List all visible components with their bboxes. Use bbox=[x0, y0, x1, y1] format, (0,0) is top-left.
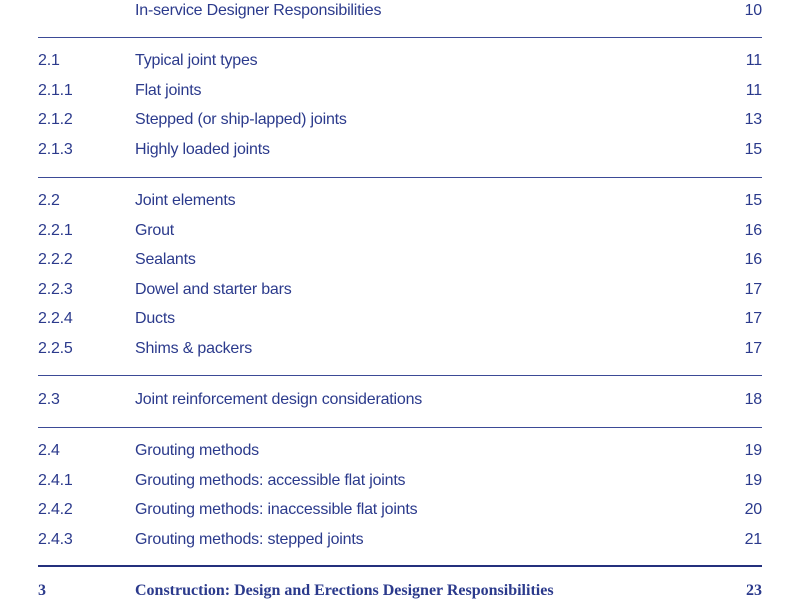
toc-entry-title: Flat joints bbox=[135, 81, 202, 99]
toc-entry-title: Dowel and starter bars bbox=[135, 280, 292, 298]
toc-chapter-page: 23 bbox=[746, 582, 762, 599]
toc-entry-title: Shims & packers bbox=[135, 339, 253, 357]
toc-entry-page: 17 bbox=[744, 280, 762, 298]
toc-entry[interactable] bbox=[38, 245, 762, 275]
toc-entry-title: Joint reinforcement design considerations bbox=[135, 391, 423, 408]
toc-entry[interactable] bbox=[38, 46, 762, 76]
toc-entry-title: Grout bbox=[135, 221, 175, 239]
toc-entry-number: 2.2.2 bbox=[38, 251, 73, 268]
toc-entry-title: Stepped (or ship-lapped) joints bbox=[135, 111, 347, 128]
toc-section bbox=[38, 186, 762, 363]
toc-entry-page: 17 bbox=[744, 339, 762, 357]
section-divider bbox=[38, 427, 762, 428]
toc-entry[interactable] bbox=[38, 0, 762, 26]
toc-entry[interactable] bbox=[38, 76, 762, 106]
toc-entry-number: 2.3 bbox=[38, 391, 60, 408]
toc-entry-number: 2.4.2 bbox=[38, 501, 73, 518]
toc-entry[interactable] bbox=[38, 436, 762, 466]
toc-entry-number: 2.4.1 bbox=[38, 471, 73, 489]
section-divider bbox=[38, 177, 762, 178]
section-divider bbox=[38, 375, 762, 376]
toc-entry[interactable] bbox=[38, 334, 762, 364]
toc-entry-page: 19 bbox=[744, 442, 762, 459]
toc-entry-title: Ducts bbox=[135, 310, 175, 327]
toc-entry-title: Grouting methods: accessible flat joints bbox=[135, 471, 406, 489]
toc-entry-page: 21 bbox=[744, 530, 762, 548]
toc-entry-page: 10 bbox=[744, 2, 762, 19]
toc-entry-title: Typical joint types bbox=[135, 52, 258, 69]
toc-entry[interactable] bbox=[38, 135, 762, 165]
toc-entry-page: 15 bbox=[744, 192, 762, 209]
section-divider bbox=[38, 37, 762, 38]
toc-entry-page: 13 bbox=[744, 111, 762, 128]
toc-entry[interactable] bbox=[38, 186, 762, 216]
toc-entry-title: Sealants bbox=[135, 251, 196, 268]
toc-entry-page: 11 bbox=[745, 52, 762, 69]
toc-entry[interactable] bbox=[38, 105, 762, 135]
toc-entry-number: 2.2.5 bbox=[38, 339, 73, 357]
toc-section bbox=[38, 385, 762, 415]
toc-entry-number: 2.1.3 bbox=[38, 140, 73, 158]
toc-entry-number: 2.2 bbox=[38, 192, 60, 209]
toc-entry-number: 2.2.4 bbox=[38, 310, 73, 327]
toc-entry-number: 2.1.1 bbox=[38, 81, 73, 99]
toc-entry-title: Grouting methods: stepped joints bbox=[135, 530, 364, 548]
toc-entry-page: 20 bbox=[744, 501, 762, 518]
toc-entry-number: 2.4 bbox=[38, 442, 60, 459]
toc-entry-page: 19 bbox=[744, 471, 762, 489]
toc-entry-number: 2.4.3 bbox=[38, 530, 73, 548]
toc-entry-page: 16 bbox=[744, 221, 762, 239]
toc-entry-page: 16 bbox=[744, 251, 762, 268]
chapter-divider bbox=[38, 565, 762, 567]
toc-entry-title: In-service Designer Responsibilities bbox=[135, 2, 382, 19]
toc-entry[interactable] bbox=[38, 216, 762, 246]
toc-entry-page: 17 bbox=[744, 310, 762, 327]
toc-entry-number: 2.2.3 bbox=[38, 280, 73, 298]
toc-entry[interactable] bbox=[38, 525, 762, 555]
toc-entry[interactable] bbox=[38, 304, 762, 334]
toc-entry-page: 18 bbox=[744, 391, 762, 408]
toc-entry-title: Grouting methods bbox=[135, 442, 259, 459]
toc-entry[interactable] bbox=[38, 466, 762, 496]
toc-chapter-entry[interactable] bbox=[38, 576, 762, 606]
toc-section bbox=[38, 46, 762, 164]
toc-entry[interactable] bbox=[38, 275, 762, 305]
toc-entry-page: 15 bbox=[744, 140, 762, 158]
toc-chapter-number: 3 bbox=[38, 582, 46, 599]
toc-entry-number: 2.1.2 bbox=[38, 111, 73, 128]
toc-section bbox=[38, 436, 762, 554]
toc-chapter-title: Construction: Design and Erections Designer Responsibilities bbox=[135, 582, 554, 599]
toc-entry-page: 11 bbox=[745, 81, 762, 99]
toc-entry-number: 2.1 bbox=[38, 52, 60, 69]
toc-entry[interactable] bbox=[38, 385, 762, 415]
toc-entry-number: 2.2.1 bbox=[38, 221, 73, 239]
toc-entry-title: Joint elements bbox=[135, 192, 236, 209]
toc-entry-title: Grouting methods: inaccessible flat joints bbox=[135, 501, 418, 518]
toc-entry-title: Highly loaded joints bbox=[135, 140, 270, 158]
toc-entry[interactable] bbox=[38, 495, 762, 525]
